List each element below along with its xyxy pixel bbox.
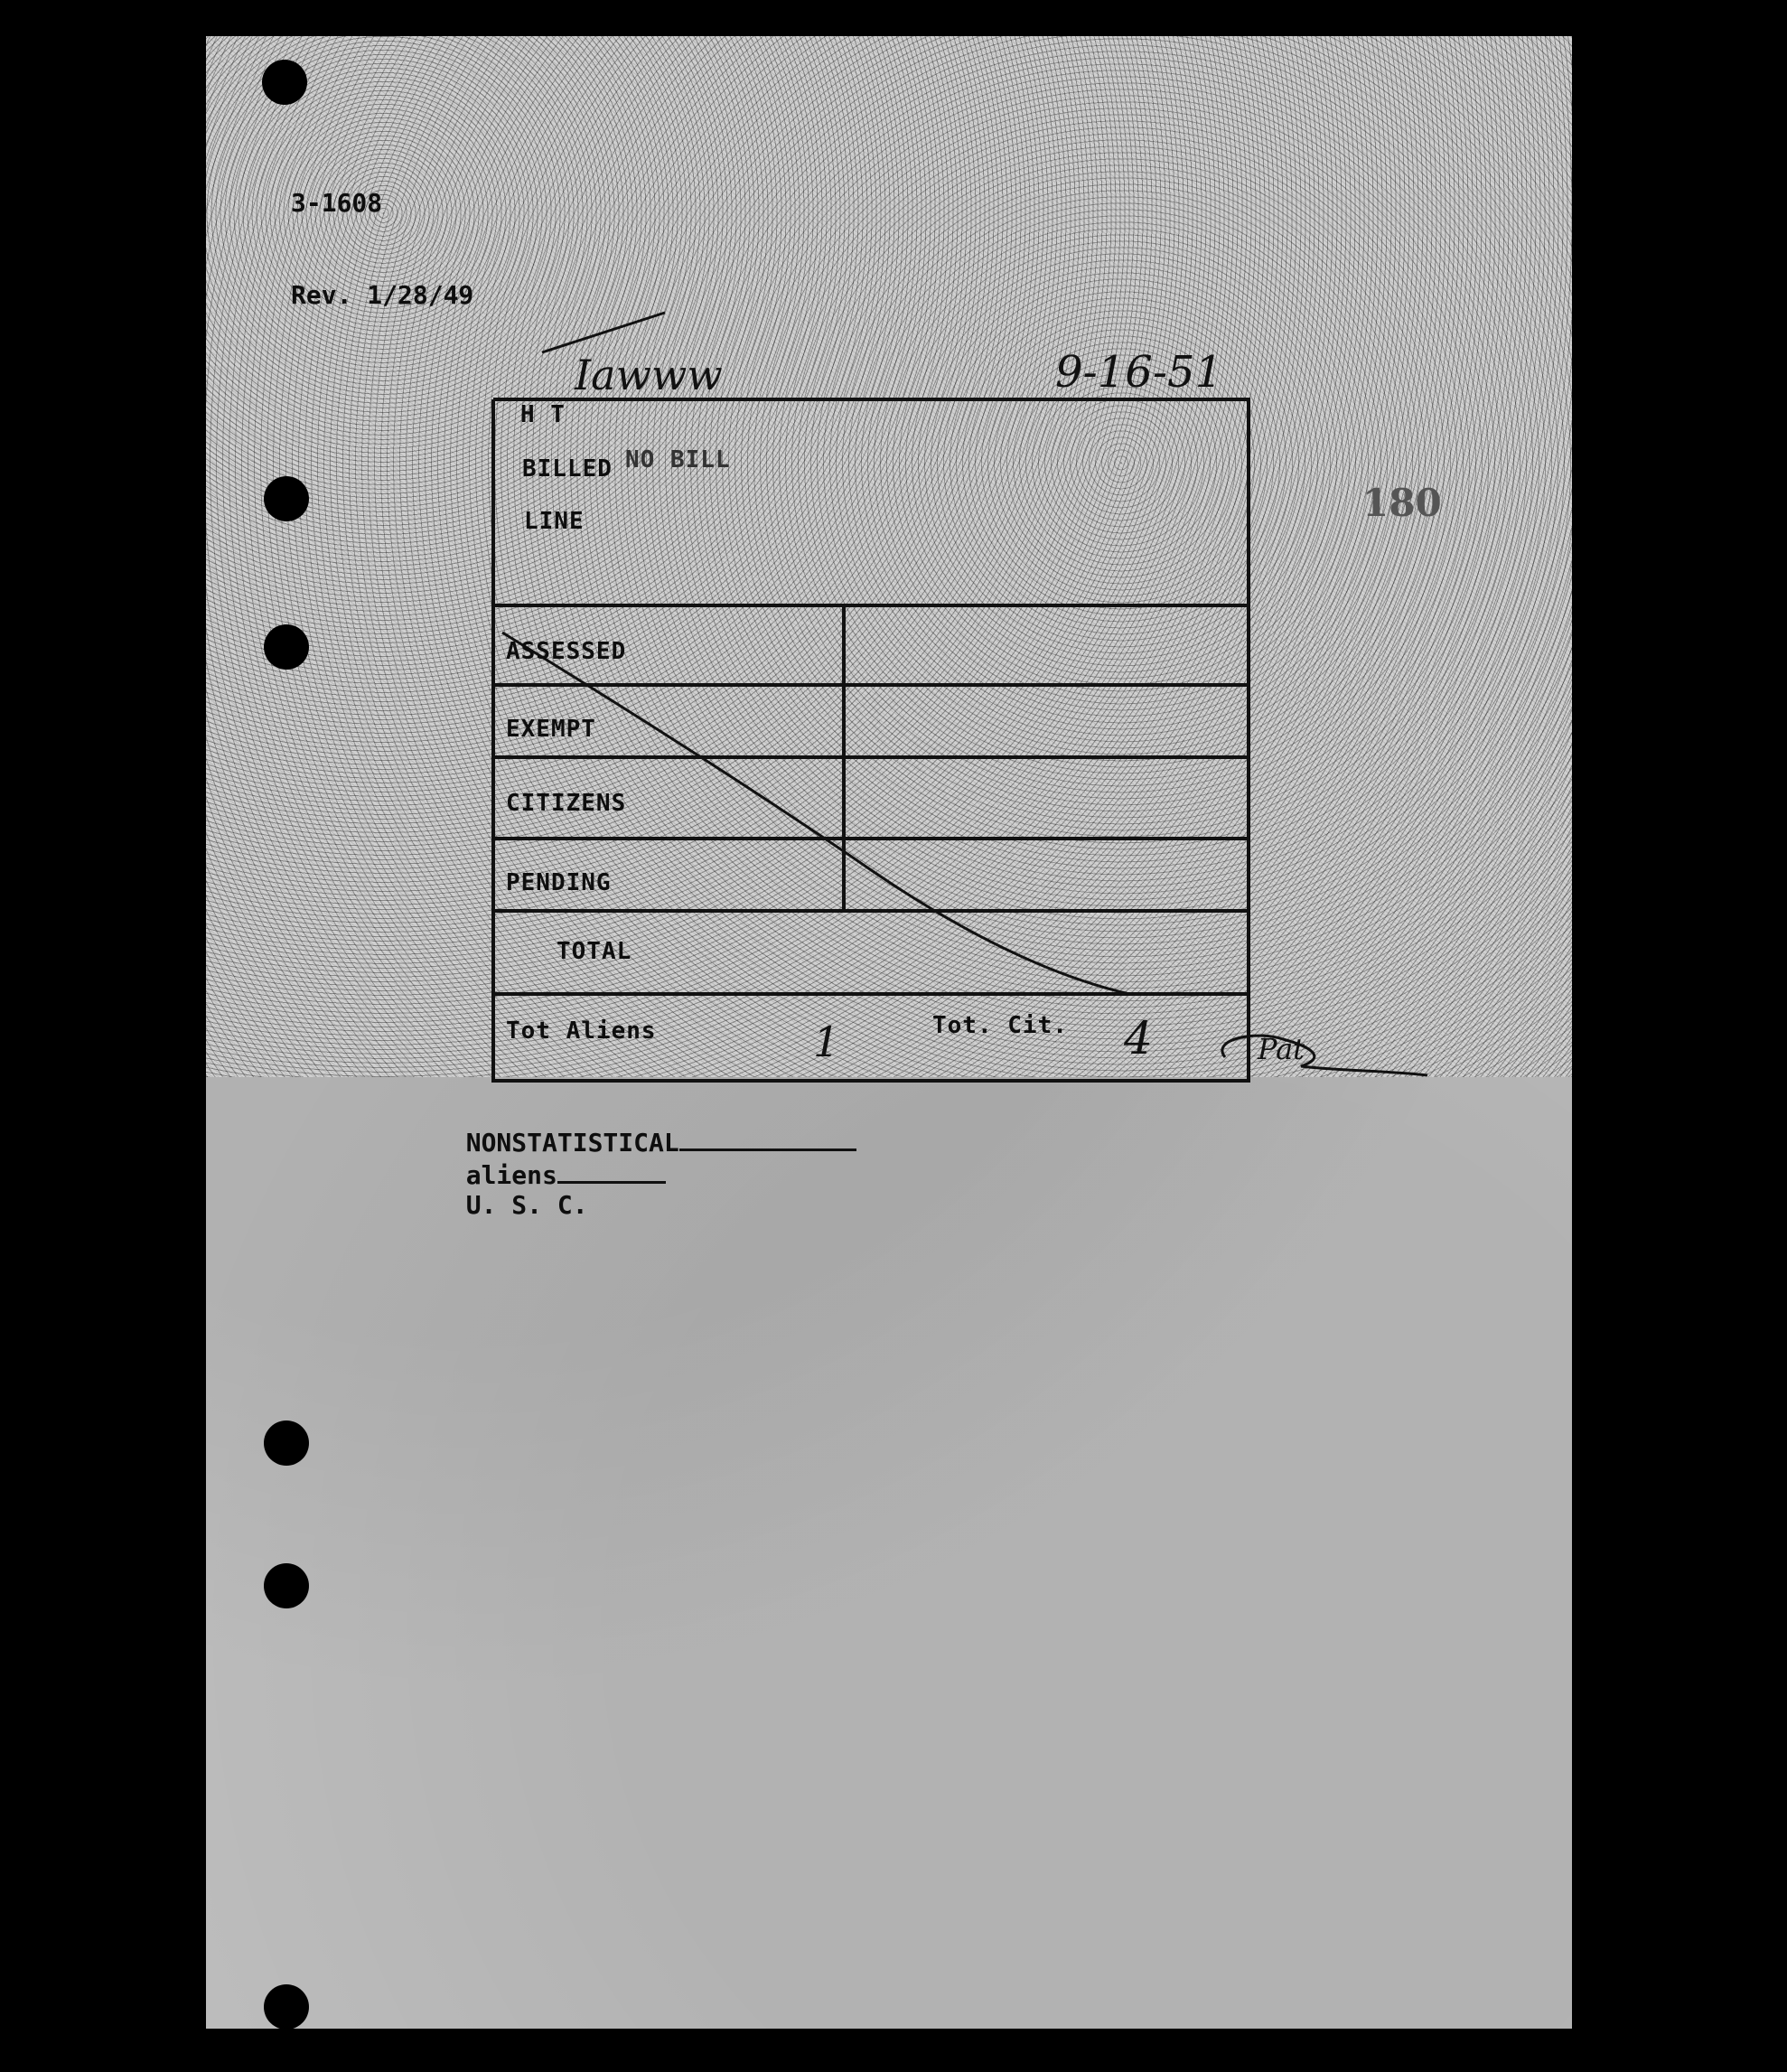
label-line: LINE	[524, 508, 585, 535]
pen-stroke	[542, 313, 665, 352]
row-citizens: CITIZENS	[506, 790, 627, 817]
label-ht: H T	[520, 401, 566, 428]
label-tot-cit: Tot. Cit.	[932, 1012, 1068, 1039]
initials-flourish	[1222, 1036, 1427, 1075]
label-tot-aliens: Tot Aliens	[506, 1017, 657, 1045]
row-exempt: EXEMPT	[506, 716, 596, 743]
nonstatistical-line	[435, 1095, 856, 1220]
usc-label: U. S. C.	[465, 1190, 588, 1220]
stamp-number: 180	[1362, 481, 1442, 525]
handwritten-tot-aliens: 1	[813, 1017, 840, 1066]
form-code: 3-1608	[291, 188, 383, 218]
handwritten-tot-cit: 4	[1124, 1012, 1153, 1064]
row-assessed: ASSESSED	[506, 638, 627, 665]
handwritten-date: 9-16-51	[1055, 347, 1223, 398]
nonstatistical-label: NONSTATISTICAL	[465, 1128, 679, 1158]
aliens-blank	[557, 1158, 666, 1184]
aliens-label: aliens	[465, 1160, 557, 1190]
handwritten-initials: Pat	[1258, 1032, 1305, 1066]
nonstatistical-blank	[679, 1125, 856, 1151]
row-total: TOTAL	[557, 938, 632, 965]
row-pending: PENDING	[506, 869, 612, 896]
stamp-no-bill: NO BILL	[625, 446, 731, 473]
label-billed: BILLED	[522, 455, 613, 483]
handwritten-name: Iawww	[575, 351, 723, 399]
form-revision: Rev. 1/28/49	[291, 280, 474, 310]
